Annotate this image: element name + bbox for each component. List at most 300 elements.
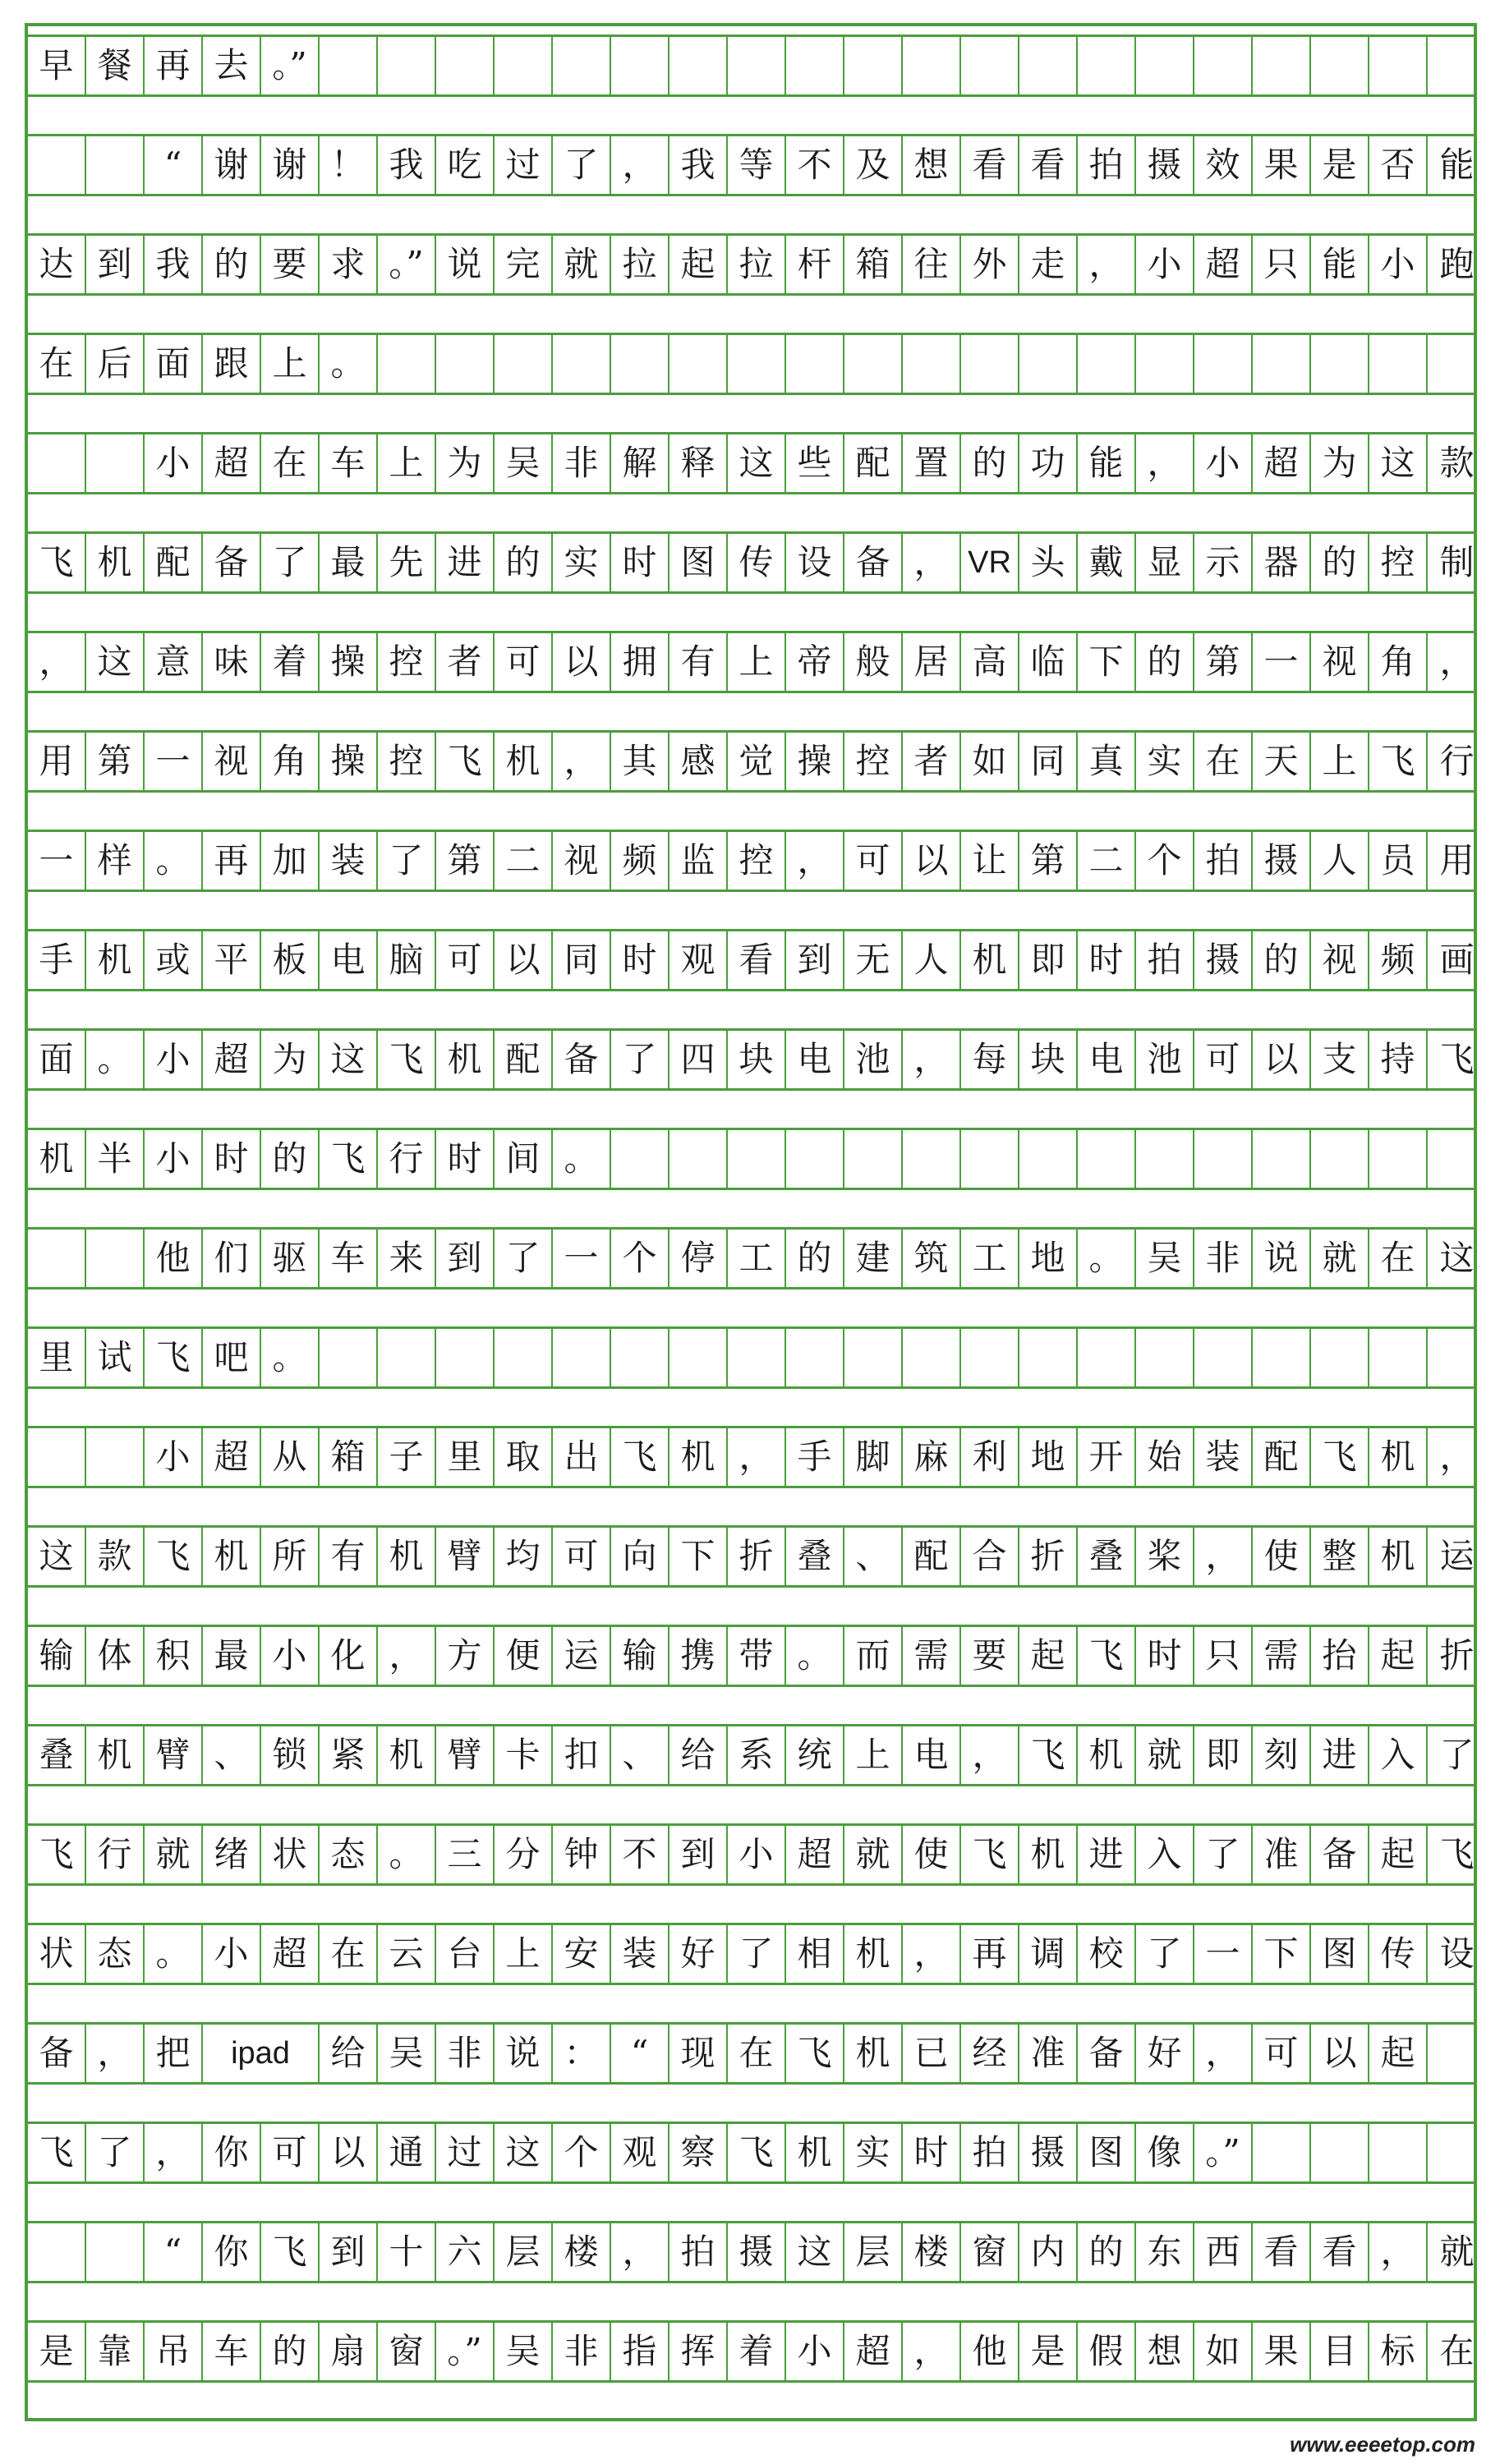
grid-cell: 你 (203, 2124, 261, 2181)
grid-cell: 试 (86, 1329, 145, 1386)
grid-cell: 进 (436, 534, 495, 591)
grid-cell: ： (553, 2025, 611, 2082)
grid-row (28, 1426, 1474, 1488)
grid-cell: 看 (1311, 2223, 1369, 2281)
grid-cell (553, 1329, 611, 1386)
grid-cell (1428, 37, 1486, 94)
grid-cell: 可 (495, 633, 553, 691)
grid-cell: 超 (786, 1826, 844, 1883)
grid-cell: 统 (786, 1726, 844, 1784)
grid-cell (436, 335, 495, 393)
grid-cell: 般 (844, 633, 903, 691)
grid-row (28, 531, 1474, 594)
grid-cell: 在 (1369, 1230, 1428, 1287)
grid-cell: 在 (28, 335, 86, 393)
grid-cell: 小 (1369, 236, 1428, 293)
grid-cell: 窗 (961, 2223, 1019, 2281)
grid-cell: 以 (1253, 1031, 1311, 1088)
grid-cell (1369, 37, 1428, 94)
grid-cell: 东 (1136, 2223, 1194, 2281)
grid-cell: 、 (844, 1528, 903, 1585)
grid-cell: 到 (786, 931, 844, 989)
grid-cell: 合 (961, 1528, 1019, 1585)
grid-cell (1428, 1130, 1486, 1188)
grid-cell (669, 1130, 728, 1188)
grid-cell: 超 (844, 2323, 903, 2380)
grid-row (28, 134, 1474, 196)
grid-cell: 装 (611, 1925, 669, 1983)
grid-cell: 吃 (436, 136, 495, 194)
grid-cell: 一 (145, 733, 203, 790)
grid-cell: 制 (1439, 542, 1475, 582)
grid-cell: 靠 (86, 2323, 145, 2380)
grid-cell: 小 (1194, 434, 1253, 492)
grid-cell: 的 (203, 236, 261, 293)
grid-cell: 工 (728, 1230, 786, 1287)
grid-cell: 说 (436, 236, 495, 293)
grid-cell: 以 (495, 931, 553, 989)
grid-cell: 只 (1253, 236, 1311, 293)
grid-cell: 备 (844, 534, 903, 591)
grid-cell: ， (86, 2025, 145, 2082)
grid-cell: 就 (145, 1826, 203, 1883)
grid-cell: 三 (436, 1826, 495, 1883)
grid-cell (1428, 1329, 1486, 1386)
grid-cell (553, 37, 611, 94)
grid-cell: ， (903, 1925, 961, 1983)
grid-cell: 者 (436, 633, 495, 691)
grid-cell: 了 (261, 534, 320, 591)
grid-cell: 去 (203, 37, 261, 94)
grid-cell: 吴 (1136, 1230, 1194, 1287)
grid-cell: 、 (611, 1726, 669, 1784)
grid-cell: 时 (203, 1130, 261, 1188)
grid-cell: 起 (1369, 2025, 1428, 2082)
grid-cell: 小 (145, 1428, 203, 1486)
grid-cell: 池 (1136, 1031, 1194, 1088)
grid-cell: ， (1078, 236, 1136, 293)
grid-cell: 以 (553, 633, 611, 691)
grid-cell (903, 335, 961, 393)
grid-cell: 些 (786, 434, 844, 492)
grid-cell: 有 (320, 1528, 378, 1585)
grid-cell (844, 37, 903, 94)
grid-cell (1311, 2124, 1369, 2181)
grid-cell: 着 (728, 2323, 786, 2380)
grid-cell: 入 (1369, 1726, 1428, 1784)
grid-cell: 餐 (86, 37, 145, 94)
grid-cell: 谢 (203, 136, 261, 194)
grid-cell: 释 (669, 434, 728, 492)
grid-cell: 配 (145, 534, 203, 591)
grid-cell: 箱 (320, 1428, 378, 1486)
grid-cell: 配 (495, 1031, 553, 1088)
grid-cell (903, 1329, 961, 1386)
grid-row (28, 631, 1474, 693)
grid-cell: 车 (320, 1230, 378, 1287)
grid-cell: 非 (436, 2025, 495, 2082)
grid-cell: ， (611, 136, 669, 194)
grid-cell: 摄 (1253, 832, 1311, 890)
grid-cell: 果 (1253, 136, 1311, 194)
grid-cell (1136, 1130, 1194, 1188)
grid-cell: 要 (261, 236, 320, 293)
grid-cell: 时 (1078, 931, 1136, 989)
grid-cell: 二 (495, 832, 553, 890)
grid-cell: 准 (1019, 2025, 1078, 2082)
grid-cell: 小 (261, 1627, 320, 1685)
grid-cell (728, 37, 786, 94)
grid-cell: 解 (611, 434, 669, 492)
grid-cell: ， (903, 1031, 961, 1088)
grid-cell: 控 (844, 733, 903, 790)
grid-cell: 扇 (320, 2323, 378, 2380)
grid-cell: ， (786, 832, 844, 890)
grid-cell: ， (1439, 641, 1475, 682)
grid-cell: 在 (1439, 2331, 1475, 2371)
grid-cell (1311, 1130, 1369, 1188)
grid-cell: 分 (495, 1826, 553, 1883)
grid-cell: 操 (320, 633, 378, 691)
grid-cell: 机 (786, 2124, 844, 2181)
grid-cell (1369, 335, 1428, 393)
grid-cell: 好 (1136, 2025, 1194, 2082)
grid-cell: 飞 (28, 534, 86, 591)
grid-cell (1369, 1130, 1428, 1188)
grid-cell: 机 (28, 1130, 86, 1188)
grid-cell: 着 (261, 633, 320, 691)
grid-cell: 上 (844, 1726, 903, 1784)
grid-cell: ， (611, 2223, 669, 2281)
grid-cell: 有 (669, 633, 728, 691)
grid-cell: 操 (786, 733, 844, 790)
grid-cell: 先 (378, 534, 436, 591)
grid-cell (1311, 1329, 1369, 1386)
grid-cell: 电 (320, 931, 378, 989)
grid-cell (86, 2223, 145, 2281)
grid-cell: 非 (1194, 1230, 1253, 1287)
grid-cell: 不 (786, 136, 844, 194)
grid-cell (1194, 37, 1253, 94)
grid-cell: 为 (261, 1031, 320, 1088)
grid-cell (1136, 335, 1194, 393)
grid-cell: 飞 (1311, 1428, 1369, 1486)
grid-cell: 了 (1194, 1826, 1253, 1883)
grid-cell: 挥 (669, 2323, 728, 2380)
grid-cell: ， (728, 1428, 786, 1486)
grid-cell: 进 (1311, 1726, 1369, 1784)
grid-cell: 十 (378, 2223, 436, 2281)
grid-cell: 块 (1019, 1031, 1078, 1088)
grid-cell: “ (611, 2025, 669, 2082)
grid-cell: 出 (553, 1428, 611, 1486)
grid-cell: 间 (495, 1130, 553, 1188)
grid-cell: 配 (1253, 1428, 1311, 1486)
grid-cell: 现 (669, 2025, 728, 2082)
grid-cell: 上 (378, 434, 436, 492)
grid-cell: 积 (145, 1627, 203, 1685)
grid-cell: 是 (1019, 2323, 1078, 2380)
grid-cell: ， (1369, 2223, 1428, 2281)
grid-cell: 的 (261, 1130, 320, 1188)
grid-cell: 箱 (844, 236, 903, 293)
grid-cell: 扣 (553, 1726, 611, 1784)
grid-cell: 我 (145, 236, 203, 293)
grid-cell: “ (145, 2223, 203, 2281)
grid-cell: ， (145, 2124, 203, 2181)
grid-cell (611, 335, 669, 393)
grid-cell: 六 (436, 2223, 495, 2281)
grid-cell: 察 (669, 2124, 728, 2181)
grid-cell: ， (1194, 1528, 1253, 1585)
grid-cell: 进 (1078, 1826, 1136, 1883)
grid-cell: 只 (1194, 1627, 1253, 1685)
grid-cell: 。” (1194, 2124, 1253, 2181)
grid-cell: 目 (1311, 2323, 1369, 2380)
grid-cell: 可 (261, 2124, 320, 2181)
grid-cell: 同 (1019, 733, 1078, 790)
grid-cell: 而 (844, 1627, 903, 1685)
grid-cell: 觉 (728, 733, 786, 790)
grid-cell: 上 (495, 1925, 553, 1983)
grid-cell: 机 (378, 1528, 436, 1585)
grid-row (28, 2320, 1474, 2383)
grid-cell: 飞 (1019, 1726, 1078, 1784)
grid-cell (1019, 1130, 1078, 1188)
grid-cell: 他 (961, 2323, 1019, 2380)
grid-cell: 臂 (436, 1726, 495, 1784)
grid-cell: ， (378, 1627, 436, 1685)
grid-cell: 角 (1369, 633, 1428, 691)
grid-cell (1078, 335, 1136, 393)
grid-cell: 备 (553, 1031, 611, 1088)
grid-cell: 人 (903, 931, 961, 989)
grid-cell (1428, 2025, 1486, 2082)
grid-cell: 这 (28, 1528, 86, 1585)
grid-cell (1194, 1329, 1253, 1386)
grid-cell: 观 (669, 931, 728, 989)
grid-cell: 过 (495, 136, 553, 194)
grid-cell: 图 (669, 534, 728, 591)
grid-cell: 了 (1136, 1925, 1194, 1983)
grid-cell: 飞 (378, 1031, 436, 1088)
grid-cell: 跟 (203, 335, 261, 393)
grid-cell (1253, 37, 1311, 94)
grid-cell: 一 (553, 1230, 611, 1287)
grid-cell (28, 2223, 86, 2281)
grid-cell: 监 (669, 832, 728, 890)
grid-cell: 这 (320, 1031, 378, 1088)
grid-cell: 来 (378, 1230, 436, 1287)
grid-cell: 可 (844, 832, 903, 890)
grid-cell: 居 (903, 633, 961, 691)
grid-cell: 是 (28, 2323, 86, 2380)
grid-row (28, 333, 1474, 395)
grid-cell: 行 (1439, 741, 1475, 781)
grid-cell: 输 (611, 1627, 669, 1685)
grid-cell: 假 (1078, 2323, 1136, 2380)
grid-cell: 好 (669, 1925, 728, 1983)
grid-cell: 、 (203, 1726, 261, 1784)
grid-cell: 行 (86, 1826, 145, 1883)
grid-cell: 小 (786, 2323, 844, 2380)
grid-cell: 视 (553, 832, 611, 890)
grid-row (28, 2221, 1474, 2283)
grid-cell: 面 (28, 1031, 86, 1088)
grid-cell: 利 (961, 1428, 1019, 1486)
grid-cell: 否 (1369, 136, 1428, 194)
grid-cell: 小 (145, 434, 203, 492)
grid-cell: 员 (1369, 832, 1428, 890)
grid-cell (1311, 37, 1369, 94)
grid-cell: 地 (1019, 1428, 1078, 1486)
grid-cell: 我 (378, 136, 436, 194)
grid-row (28, 34, 1474, 97)
grid-cell: 车 (203, 2323, 261, 2380)
grid-cell: 们 (203, 1230, 261, 1287)
grid-cell (495, 1329, 553, 1386)
grid-cell: 给 (669, 1726, 728, 1784)
grid-cell (611, 1130, 669, 1188)
grid-cell: 的 (1253, 931, 1311, 989)
grid-cell: 了 (1439, 1735, 1475, 1775)
grid-cell: 频 (611, 832, 669, 890)
grid-cell: 下 (1253, 1925, 1311, 1983)
grid-cell (1253, 1130, 1311, 1188)
grid-cell: 这 (786, 2223, 844, 2281)
grid-cell: 看 (1019, 136, 1078, 194)
grid-cell: 相 (786, 1925, 844, 1983)
grid-cell: 视 (1311, 931, 1369, 989)
grid-cell: 以 (903, 832, 961, 890)
grid-cell: 起 (1369, 1826, 1428, 1883)
grid-cell: 通 (378, 2124, 436, 2181)
grid-cell: 后 (86, 335, 145, 393)
grid-cell: 能 (1311, 236, 1369, 293)
grid-cell: 看 (1253, 2223, 1311, 2281)
grid-cell: 超 (1194, 236, 1253, 293)
grid-cell: 完 (495, 236, 553, 293)
grid-cell: 运 (553, 1627, 611, 1685)
grid-cell (786, 1329, 844, 1386)
grid-cell: 个 (1136, 832, 1194, 890)
grid-cell: ， (903, 2323, 961, 2380)
grid-row (28, 1823, 1474, 1886)
grid-cell: 设 (1439, 1933, 1475, 1974)
grid-cell: 起 (1369, 1627, 1428, 1685)
grid-cell: 一 (1194, 1925, 1253, 1983)
grid-cell: 不 (611, 1826, 669, 1883)
grid-cell (786, 37, 844, 94)
grid-cell: 时 (903, 2124, 961, 2181)
grid-cell: 子 (378, 1428, 436, 1486)
grid-cell: 这 (1369, 434, 1428, 492)
grid-cell (669, 335, 728, 393)
grid-cell: 时 (611, 534, 669, 591)
grid-cell (669, 37, 728, 94)
grid-cell: 让 (961, 832, 1019, 890)
grid-cell: 非 (553, 2323, 611, 2380)
grid-cell: 的 (1136, 633, 1194, 691)
grid-cell: 者 (903, 733, 961, 790)
grid-cell: 。 (320, 335, 378, 393)
grid-cell: 第 (1194, 633, 1253, 691)
grid-cell: 麻 (903, 1428, 961, 1486)
grid-cell: 机 (1019, 1826, 1078, 1883)
grid-cell: 说 (1253, 1230, 1311, 1287)
grid-cell: 能 (1439, 145, 1475, 185)
grid-row (28, 1028, 1474, 1091)
grid-cell: 即 (1194, 1726, 1253, 1784)
grid-cell: 吴 (495, 2323, 553, 2380)
grid-cell: 高 (961, 633, 1019, 691)
grid-cell (28, 434, 86, 492)
grid-cell: 果 (1253, 2323, 1311, 2380)
grid-cell: 刻 (1253, 1726, 1311, 1784)
grid-cell: 就 (844, 1826, 903, 1883)
grid-row (28, 1326, 1474, 1389)
grid-cell (1019, 1329, 1078, 1386)
grid-cell: 均 (495, 1528, 553, 1585)
grid-cell: 态 (86, 1925, 145, 1983)
grid-cell: 。 (553, 1130, 611, 1188)
grid-cell: 。 (786, 1627, 844, 1685)
grid-cell: 上 (1311, 733, 1369, 790)
grid-cell: 的 (495, 534, 553, 591)
grid-cell: 开 (1078, 1428, 1136, 1486)
grid-cell: 飞 (436, 733, 495, 790)
grid-cell: 机 (495, 733, 553, 790)
grid-cell: 控 (378, 733, 436, 790)
grid-cell: 。 (1078, 1230, 1136, 1287)
grid-cell: 态 (320, 1826, 378, 1883)
manuscript-grid-sheet (25, 23, 1477, 2421)
grid-cell: 经 (961, 2025, 1019, 2082)
grid-cell: 为 (1311, 434, 1369, 492)
grid-cell: 到 (86, 236, 145, 293)
grid-cell (1078, 1130, 1136, 1188)
grid-cell: 。 (145, 1925, 203, 1983)
grid-cell: 可 (553, 1528, 611, 1585)
grid-cell (495, 335, 553, 393)
grid-cell (28, 1230, 86, 1287)
grid-cell: ， (553, 733, 611, 790)
grid-cell: 杆 (786, 236, 844, 293)
grid-cell: 的 (786, 1230, 844, 1287)
grid-cell: 脑 (378, 931, 436, 989)
grid-cell: 拉 (611, 236, 669, 293)
grid-cell: 电 (903, 1726, 961, 1784)
grid-cell: 调 (1019, 1925, 1078, 1983)
grid-cell: 你 (203, 2223, 261, 2281)
grid-row (28, 1128, 1474, 1190)
grid-cell: 飞 (320, 1130, 378, 1188)
grid-cell: 设 (786, 534, 844, 591)
grid-cell: 化 (320, 1627, 378, 1685)
grid-cell: 池 (844, 1031, 903, 1088)
grid-cell: 他 (145, 1230, 203, 1287)
grid-row (28, 1525, 1474, 1588)
grid-cell: 图 (1078, 2124, 1136, 2181)
grid-cell: 云 (378, 1925, 436, 1983)
grid-cell: 板 (261, 931, 320, 989)
grid-cell: 窗 (378, 2323, 436, 2380)
grid-cell: 臂 (436, 1528, 495, 1585)
grid-cell (320, 37, 378, 94)
grid-cell: 吴 (495, 434, 553, 492)
grid-cell: 每 (961, 1031, 1019, 1088)
grid-cell: 折 (1439, 1635, 1475, 1676)
